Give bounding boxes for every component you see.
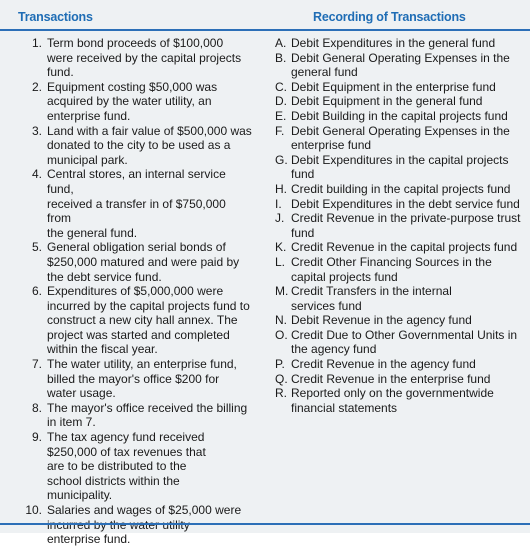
recording-letter: L. bbox=[275, 254, 286, 269]
transaction-number: 6. bbox=[31, 284, 42, 299]
recording-line: services fund bbox=[291, 298, 362, 313]
recording-line: Debit Equipment in the general fund bbox=[291, 94, 483, 109]
recording-heading: Recording of Transactions bbox=[313, 10, 466, 24]
recording-line: Debit Expenditures in the capital projects bbox=[291, 152, 509, 167]
transaction-line: water usage. bbox=[47, 386, 116, 401]
transaction-item bbox=[22, 240, 252, 284]
recording-text bbox=[291, 211, 525, 240]
recording-line: Debit Expenditures in the debt service fund bbox=[291, 196, 520, 211]
recording-line: fund bbox=[291, 225, 315, 240]
transaction-item bbox=[22, 430, 252, 503]
recording-item bbox=[275, 211, 525, 240]
recording-text bbox=[291, 182, 525, 197]
recording-letter: J. bbox=[275, 211, 285, 226]
transaction-line: received a transfer in of $750,000 from bbox=[47, 196, 226, 226]
transaction-number: 8. bbox=[31, 400, 42, 415]
recording-item bbox=[275, 80, 525, 95]
transaction-number: 10. bbox=[25, 503, 42, 517]
recording-letter: Q. bbox=[275, 371, 288, 386]
transaction-line: Central stores, an internal service fund, bbox=[47, 167, 226, 196]
recording-text bbox=[291, 197, 525, 212]
recording-letter: B. bbox=[275, 50, 287, 65]
recording-letter: R. bbox=[275, 386, 287, 401]
transaction-line: Land with a fair value of $500,000 was bbox=[47, 123, 252, 138]
recording-item bbox=[275, 197, 525, 212]
recording-text bbox=[291, 386, 525, 415]
recording-text bbox=[291, 124, 525, 153]
transaction-item bbox=[22, 36, 252, 80]
recording-text bbox=[291, 80, 525, 95]
transaction-item bbox=[22, 167, 252, 240]
transaction-line: The mayor's office received the billing bbox=[47, 400, 248, 415]
recording-text bbox=[291, 284, 525, 313]
transaction-number: 9. bbox=[31, 430, 42, 445]
transaction-line: are to be distributed to the bbox=[47, 459, 187, 474]
recording-text bbox=[291, 94, 525, 109]
recording-item bbox=[275, 372, 525, 387]
recording-item bbox=[275, 124, 525, 153]
recording-line: Debit Revenue in the agency fund bbox=[291, 313, 472, 328]
recording-item bbox=[275, 51, 525, 80]
recording-line: Credit Revenue in the enterprise fund bbox=[291, 371, 491, 386]
recording-letter: G. bbox=[275, 152, 288, 167]
transaction-item bbox=[22, 357, 252, 401]
transaction-line: construct a new city hall annex. The bbox=[47, 313, 238, 328]
transaction-line: project was started and completed bbox=[47, 327, 230, 342]
recording-line: Credit Other Financing Sources in the bbox=[291, 254, 492, 269]
transaction-line: The water utility, an enterprise fund, bbox=[47, 357, 237, 372]
recording-letter: M. bbox=[275, 284, 289, 299]
transaction-line: were received by the capital projects bbox=[47, 50, 242, 65]
recording-letter: P. bbox=[275, 357, 285, 372]
transaction-number: 5. bbox=[31, 240, 42, 255]
recording-text bbox=[291, 153, 525, 182]
table-header bbox=[0, 7, 530, 31]
transaction-item bbox=[22, 401, 252, 430]
recording-line: Credit Revenue in the capital projects fund bbox=[291, 240, 518, 255]
transaction-item bbox=[22, 124, 252, 168]
recording-line: Reported only on the governmentwide bbox=[291, 386, 494, 401]
transaction-number: 3. bbox=[31, 123, 42, 138]
transaction-line: acquired by the water utility, an bbox=[47, 94, 212, 109]
recording-line: Debit General Operating Expenses in the bbox=[291, 123, 510, 138]
recording-text bbox=[291, 36, 525, 51]
transaction-text bbox=[47, 167, 252, 240]
recording-letter: I. bbox=[275, 196, 282, 211]
transaction-line: municipal park. bbox=[47, 152, 128, 167]
transaction-line: enterprise fund. bbox=[47, 108, 131, 123]
recording-line: Debit Expenditures in the general fund bbox=[291, 36, 496, 50]
transaction-line: billed the mayor's office $200 for bbox=[47, 371, 220, 386]
transaction-line: $250,000 of tax revenues that bbox=[47, 444, 206, 459]
recording-line: Debit Equipment in the enterprise fund bbox=[291, 79, 496, 94]
recording-line: enterprise fund bbox=[291, 138, 372, 153]
transaction-line: the debt service fund. bbox=[47, 269, 162, 284]
recording-line: Credit Due to Other Governmental Units in bbox=[291, 327, 518, 342]
recording-text bbox=[291, 109, 525, 124]
transaction-line: Expenditures of $5,000,000 were bbox=[47, 284, 224, 299]
transaction-text bbox=[47, 240, 252, 284]
transaction-line: municipality. bbox=[47, 488, 113, 503]
transaction-number: 1. bbox=[31, 36, 42, 50]
recording-letter: C. bbox=[275, 79, 287, 94]
recording-item bbox=[275, 386, 525, 415]
recording-text bbox=[291, 313, 525, 328]
recording-item bbox=[275, 36, 525, 51]
transaction-text bbox=[47, 430, 252, 503]
transaction-line: incurred by the capital projects fund to bbox=[47, 298, 250, 313]
transaction-text bbox=[47, 36, 252, 80]
recording-line: capital projects fund bbox=[291, 269, 398, 284]
recording-item bbox=[275, 255, 525, 284]
recording-item bbox=[275, 182, 525, 197]
recording-item bbox=[275, 313, 525, 328]
recording-line: the agency fund bbox=[291, 342, 377, 357]
recording-line: financial statements bbox=[291, 400, 398, 415]
bottom-rule bbox=[0, 523, 530, 525]
recording-line: general fund bbox=[291, 65, 358, 80]
transaction-number: 2. bbox=[31, 79, 42, 94]
transaction-text bbox=[47, 80, 252, 124]
recording-line: fund bbox=[291, 167, 315, 182]
transaction-number: 4. bbox=[31, 167, 42, 182]
recording-letter: K. bbox=[275, 240, 287, 255]
recording-letter: D. bbox=[275, 94, 287, 109]
transaction-line: Term bond proceeds of $100,000 bbox=[47, 36, 224, 50]
transaction-line: within the fiscal year. bbox=[47, 342, 158, 357]
recording-line: Debit Building in the capital projects fund bbox=[291, 108, 508, 123]
transaction-text bbox=[47, 124, 252, 168]
recording-line: Credit Revenue in the agency fund bbox=[291, 357, 476, 372]
recording-text bbox=[291, 51, 525, 80]
recording-line: Debit General Operating Expenses in the bbox=[291, 50, 510, 65]
transaction-text bbox=[47, 357, 252, 401]
transactions-heading: Transactions bbox=[18, 10, 93, 24]
transaction-line: Equipment costing $50,000 was bbox=[47, 79, 218, 94]
transaction-text bbox=[47, 401, 252, 430]
recordings-list bbox=[275, 36, 525, 415]
recording-item bbox=[275, 240, 525, 255]
recording-text bbox=[291, 372, 525, 387]
transaction-line: fund. bbox=[47, 65, 74, 80]
recording-item bbox=[275, 153, 525, 182]
recording-text bbox=[291, 328, 525, 357]
recording-item bbox=[275, 284, 525, 313]
transaction-text bbox=[47, 284, 252, 357]
transactions-list bbox=[22, 36, 252, 547]
recording-line: Credit Transfers in the internal bbox=[291, 284, 452, 299]
recording-item bbox=[275, 328, 525, 357]
recording-letter: A. bbox=[275, 36, 287, 50]
recording-item bbox=[275, 94, 525, 109]
transaction-line: in item 7. bbox=[47, 415, 96, 430]
recording-letter: E. bbox=[275, 108, 287, 123]
recording-item bbox=[275, 357, 525, 372]
recording-letter: H. bbox=[275, 181, 287, 196]
recording-text bbox=[291, 357, 525, 372]
recording-text bbox=[291, 240, 525, 255]
recording-letter: F. bbox=[275, 123, 285, 138]
recording-text bbox=[291, 255, 525, 284]
transaction-line: The tax agency fund received bbox=[47, 430, 205, 445]
recording-line: Credit building in the capital projects fund bbox=[291, 181, 511, 196]
recording-line: Credit Revenue in the private-purpose trust bbox=[291, 211, 521, 226]
transaction-line: Salaries and wages of $25,000 were bbox=[47, 503, 242, 517]
transaction-line: the general fund. bbox=[47, 225, 138, 240]
transaction-line: $250,000 matured and were paid by bbox=[47, 254, 240, 269]
transaction-line: donated to the city to be used as a bbox=[47, 138, 231, 153]
recording-letter: N. bbox=[275, 313, 287, 328]
recording-letter: O. bbox=[275, 327, 288, 342]
transaction-line: enterprise fund. bbox=[47, 532, 131, 547]
transaction-line: General obligation serial bonds of bbox=[47, 240, 226, 255]
transaction-number: 7. bbox=[31, 357, 42, 372]
recording-item bbox=[275, 109, 525, 124]
transaction-item bbox=[22, 284, 252, 357]
transaction-line: school districts within the bbox=[47, 473, 180, 488]
transaction-item bbox=[22, 80, 252, 124]
